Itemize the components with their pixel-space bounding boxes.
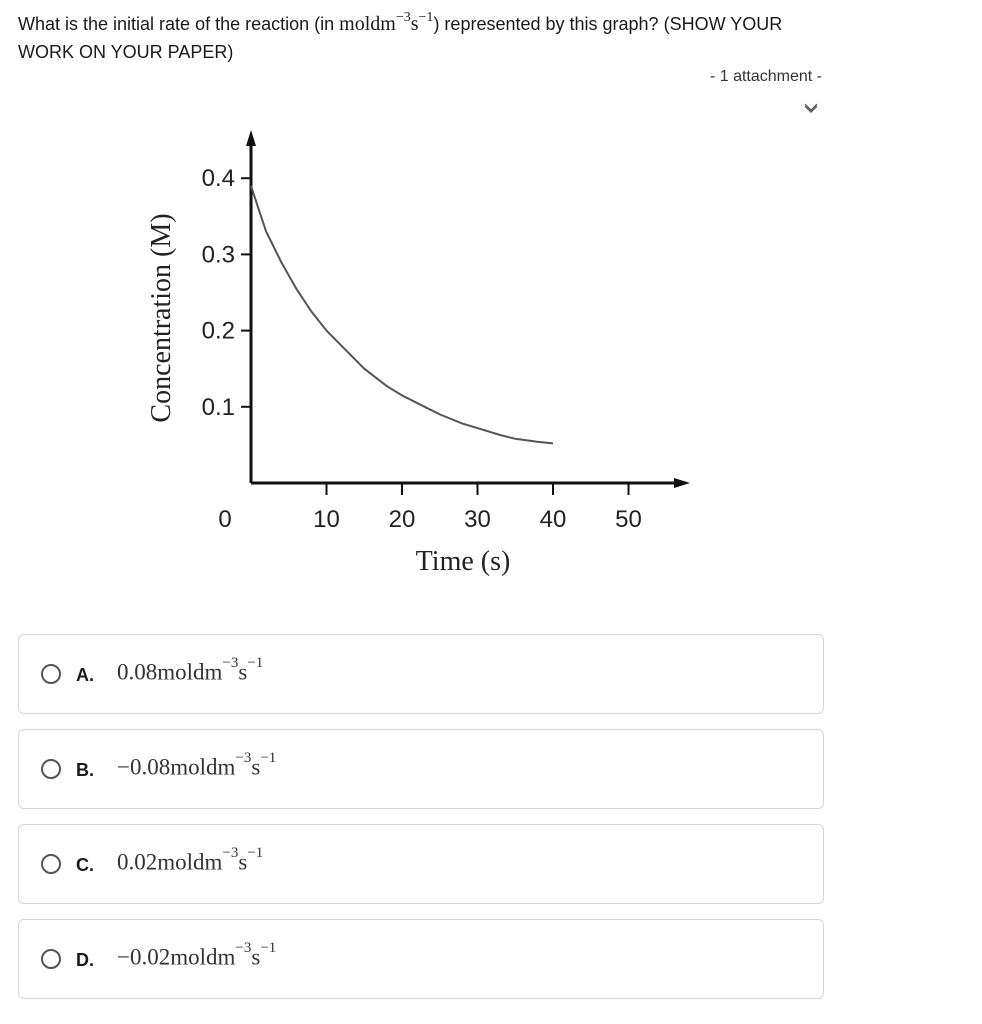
option-a[interactable] (18, 634, 824, 714)
x-tick-label: 50 (615, 506, 642, 533)
x-axis-title: Time (s) (415, 546, 511, 577)
option-b[interactable] (18, 729, 824, 809)
unit-exponent-2: −1 (418, 10, 434, 25)
y-tick-label: 0.1 (201, 393, 235, 421)
y-tick-label: 0.4 (201, 165, 235, 193)
x-axis-arrow (674, 478, 690, 488)
y-tick-label: 0.2 (201, 317, 235, 345)
option-letter: A. (76, 665, 94, 685)
option-letter: D. (76, 950, 94, 970)
x-tick-label: 20 (388, 506, 416, 533)
question-text (18, 6, 838, 66)
unit-exponent-1: −3 (395, 10, 411, 25)
x-tick-label: 0 (218, 506, 232, 533)
unit-s: s (410, 13, 419, 35)
option-letter: C. (76, 855, 94, 875)
concentration-curve (251, 186, 553, 444)
concentration-time-graph (140, 120, 700, 590)
option-letter: B. (76, 760, 94, 780)
x-tick-label: 10 (313, 506, 340, 533)
x-tick-label: 40 (539, 506, 567, 533)
question-prefix: What is the initial rate of the reaction (in (18, 14, 340, 34)
option-value: $0.02moldm^{-3}s^{-1}$ (117, 845, 264, 875)
option-d[interactable] (18, 919, 824, 999)
y-tick-label: 0.3 (201, 241, 235, 269)
option-value: $-0.02moldm^{-3}s^{-1}$ (117, 940, 277, 970)
radio-button[interactable] (41, 759, 61, 779)
chevron-down-icon[interactable] (804, 102, 818, 116)
question-suffix: ) represented by this graph? (SHOW YOUR WORK ON YOUR PAPER) (18, 14, 783, 62)
radio-button[interactable] (41, 664, 61, 684)
option-c[interactable] (18, 824, 824, 904)
option-value: $-0.08moldm^{-3}s^{-1}$ (117, 750, 277, 780)
x-tick-label: 30 (464, 506, 491, 533)
radio-button[interactable] (41, 949, 61, 969)
unit-moldm: moldm (339, 13, 396, 35)
option-value: $0.08moldm^{-3}s^{-1}$ (117, 655, 264, 685)
y-axis-title: Concentration (M) (146, 213, 177, 423)
radio-button[interactable] (41, 854, 61, 874)
y-axis-arrow (246, 130, 256, 146)
attachment-label[interactable]: - 1 attachment - (709, 68, 822, 85)
